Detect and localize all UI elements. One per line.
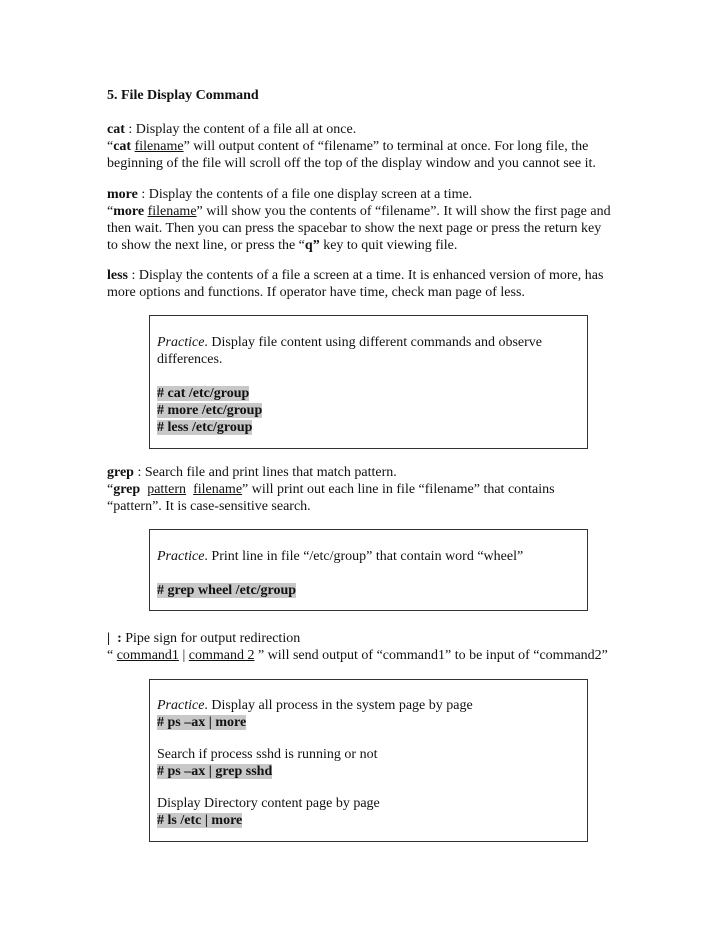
section-title: 5. File Display Command: [107, 88, 259, 103]
more-usage: [107, 203, 627, 220]
quote-open: “: [107, 139, 114, 154]
cat-usage-arg: filename: [134, 139, 184, 154]
practice3-cmd-row: [157, 763, 581, 780]
cat-usage-rest: ” will output content of “filename” to terminal at once. For long file, the: [183, 139, 589, 154]
practice3-text3: Display Directory content page by page: [157, 796, 380, 811]
pipe-usage-command2: command 2: [188, 648, 255, 663]
more-line4-post: key to quit viewing file.: [319, 238, 458, 253]
more-usage-arg: filename: [147, 204, 197, 219]
spacer: [157, 565, 581, 582]
pipe-symbol: | :: [107, 631, 122, 646]
spacer: [157, 368, 581, 385]
cat-section: [107, 121, 627, 172]
grep-usage-filename: filename: [193, 482, 243, 497]
grep-description: : Search file and print lines that match pattern.: [133, 465, 397, 480]
grep-definition: [107, 464, 627, 481]
grep-usage-rest: ” will print out each line in file “filename” that contains: [242, 482, 555, 497]
practice1-cmd-row: [157, 402, 581, 419]
cat-line3: beginning of the file will scroll off the top of the display window and you cannot see it.: [107, 156, 596, 171]
more-command: more: [107, 187, 138, 202]
grep-line3: “pattern”. It is case-sensitive search.: [107, 499, 311, 514]
spacer: [157, 780, 581, 795]
practice-label: Practice: [157, 549, 205, 564]
practice2-cmd-row: [157, 582, 581, 599]
less-definition: [107, 267, 627, 284]
cat-definition: [107, 121, 627, 138]
more-description: : Display the contents of a file one display screen at a time.: [137, 187, 473, 202]
practice-label: Practice: [157, 698, 205, 713]
practice3-text2: Search if process sshd is running or not: [157, 747, 378, 762]
practice-box-2: [149, 529, 588, 611]
practice1-cmd-row: [157, 385, 581, 402]
quote-open: “: [107, 482, 114, 497]
command-grep: # grep wheel /etc/group: [157, 583, 297, 598]
command-ps-more: # ps –ax | more: [157, 715, 247, 730]
quote-open: “: [107, 648, 117, 663]
grep-usage-command: grep: [113, 482, 141, 497]
grep-usage-pattern: pattern: [147, 482, 187, 497]
practice-label: Practice: [157, 335, 205, 350]
practice3-cmd-row: [157, 714, 581, 731]
space: [186, 482, 193, 497]
more-usage-rest: ” will show you the contents of “filename”. It will show the first page and: [196, 204, 611, 219]
grep-usage: [107, 481, 627, 498]
grep-command: grep: [107, 465, 134, 480]
grep-section: [107, 464, 627, 515]
practice1-cmd-row: [157, 419, 581, 436]
practice1-text: . Display file content using different commands and observe: [204, 335, 543, 350]
pipe-description: Pipe sign for output redirection: [121, 631, 301, 646]
practice1-line2: differences.: [157, 352, 223, 367]
pipe-usage-rest: ” will send output of “command1” to be input of “command2”: [254, 648, 608, 663]
pipe-separator: |: [178, 648, 189, 663]
practice3-cmd-row: [157, 812, 581, 829]
more-line3: then wait. Then you can press the spacebar to show the next page or press the return key: [107, 221, 602, 236]
more-usage-command: more: [113, 204, 145, 219]
pipe-definition: [107, 630, 627, 647]
cat-usage-command: cat: [113, 139, 132, 154]
less-command: less: [107, 268, 128, 283]
more-definition: [107, 186, 627, 203]
quote-open: “: [107, 204, 114, 219]
command-ps-grep: # ps –ax | grep sshd: [157, 764, 273, 779]
more-line4-pre: to show the next line, or press the “: [107, 238, 305, 253]
spacer: [157, 731, 581, 746]
pipe-usage-command1: command1: [116, 648, 179, 663]
practice-box-1: [149, 315, 588, 449]
more-line4: [107, 237, 627, 254]
practice-box-3: [149, 679, 588, 842]
less-line2: more options and functions. If operator have time, check man page of less.: [107, 285, 525, 300]
command-more: # more /etc/group: [157, 403, 263, 418]
command-less: # less /etc/group: [157, 420, 253, 435]
cat-description: : Display the content of a file all at once.: [124, 122, 357, 137]
pipe-section: [107, 630, 627, 664]
less-description: : Display the contents of a file a screen at a time. It is enhanced version of more, has: [128, 268, 604, 283]
quit-key: q”: [304, 238, 320, 253]
cat-usage: [107, 138, 627, 155]
practice3-text: . Display all process in the system page by page: [204, 698, 473, 713]
more-section: [107, 186, 627, 254]
less-section: [107, 267, 627, 301]
command-cat: # cat /etc/group: [157, 386, 250, 401]
cat-command: cat: [107, 122, 125, 137]
command-ls-more: # ls /etc | more: [157, 813, 243, 828]
practice3-line1: [157, 697, 581, 714]
practice2-line1: [157, 548, 581, 565]
practice1-line1: [157, 334, 581, 351]
pipe-usage: [107, 647, 627, 664]
practice2-text: . Print line in file “/etc/group” that contain word “wheel”: [204, 549, 524, 564]
